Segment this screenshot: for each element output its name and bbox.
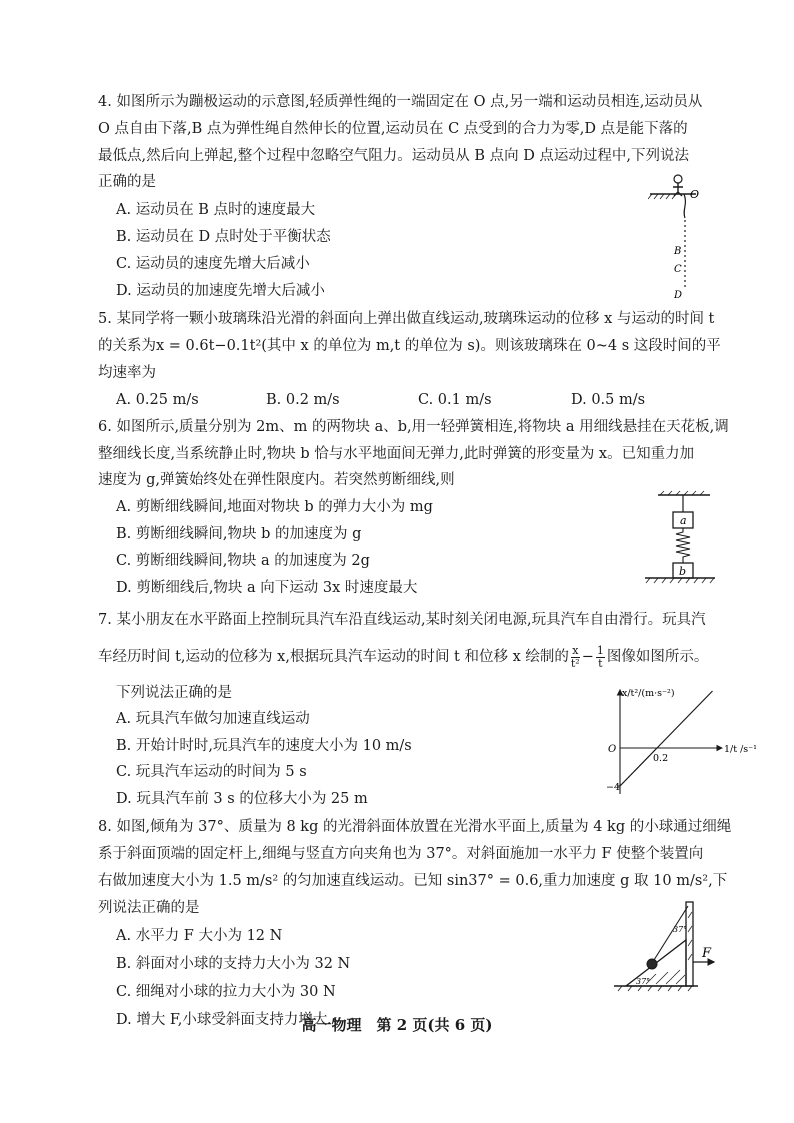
- q8-line2: 系于斜面顶端的固定杆上,细绳与竖直方向夹角也为 37°。对斜面施加一水平力 F 使整个装置向: [98, 846, 704, 862]
- q6-option-d: D. 剪断细线后,物块 a 向下运动 3x 时速度最大: [116, 580, 418, 596]
- q7-option-b: B. 开始计时时,玩具汽车的速度大小为 10 m/s: [116, 738, 412, 754]
- q8-option-b: B. 斜面对小球的支持力大小为 32 N: [116, 956, 351, 972]
- q5-option-c: C. 0.1 m/s: [418, 392, 492, 408]
- one-over-t-fraction: $\frac{1}{t}$: [596, 643, 604, 670]
- q7-line2-end: 图像如图所示。: [606, 649, 709, 665]
- q7-line3: 下列说法正确的是: [116, 685, 232, 701]
- q4-line4: 正确的是: [98, 174, 156, 190]
- q6-option-a: A. 剪断细线瞬间,地面对物块 b 的弹力大小为 mg: [116, 499, 433, 515]
- q8-line4: 列说法正确的是: [98, 900, 200, 916]
- q6-line3: 速度为 g,弹簧始终处在弹性限度内。若突然剪断细线,则: [98, 472, 455, 488]
- q8-option-d: D. 增大 F,小球受斜面支持力增大: [116, 1012, 328, 1028]
- q5-option-b: B. 0.2 m/s: [266, 392, 340, 408]
- x-tick-label: 0.2: [653, 753, 669, 764]
- force-label: F: [702, 946, 712, 961]
- q4-line3: 最低点,然后向上弹起,整个过程中忽略空气阻力。运动员从 B 点向 D 点运动过程中,下列说法: [98, 148, 690, 164]
- point-b-label: B: [674, 246, 682, 257]
- x-axis-label: 1/t /s⁻¹: [724, 744, 757, 755]
- q7-line2: [98, 642, 708, 672]
- q6-line1: 6. 如图所示,质量分别为 2m、m 的两物块 a、b,用一轻弹簧相连,将物块 a 用细线悬挂在天花板,调: [98, 419, 729, 435]
- q5-line1: 5. 某同学将一颗小玻璃珠沿光滑的斜面向上弹出做直线运动,玻璃珠运动的位移 x 与运动的时间 t: [98, 311, 715, 327]
- spring-blocks-figure: [640, 490, 720, 590]
- bungee-figure: [648, 170, 708, 305]
- q7-option-a: A. 玩具汽车做匀加速直线运动: [116, 711, 310, 727]
- q4-option-b: B. 运动员在 D 点时处于平衡状态: [116, 229, 331, 245]
- x-over-t2-fraction: $\frac{x}{\text{t²}}$: [570, 643, 580, 670]
- q8-line3: 右做加速度大小为 1.5 m/s² 的匀加速直线运动。已知 sin37° = 0.6,重力加速度 g 取 10 m/s²,下: [98, 873, 728, 889]
- q6-line2: 整细线长度,当系统静止时,物块 b 恰与水平地面间无弹力,此时弹簧的形变量为 x。已知重力加: [98, 446, 695, 462]
- series-line: [620, 691, 713, 786]
- q7-option-c: C. 玩具汽车运动的时间为 5 s: [116, 764, 307, 780]
- q5-line3: 均速率为: [98, 365, 156, 381]
- q4-option-a: A. 运动员在 B 点时的速度最大: [116, 202, 316, 218]
- q6-option-b: B. 剪断细线瞬间,物块 b 的加速度为 g: [116, 526, 362, 542]
- q6-option-c: C. 剪断细线瞬间,物块 a 的加速度为 2g: [116, 553, 370, 569]
- q4-option-c: C. 运动员的速度先增大后减小: [116, 256, 310, 272]
- q8-line1: 8. 如图,倾角为 37°、质量为 8 kg 的光滑斜面体放置在光滑水平面上,质量为 4 kg 的小球通过细绳: [98, 819, 732, 835]
- q4-line1: 4. 如图所示为蹦极运动的示意图,轻质弹性绳的一端固定在 O 点,另一端和运动员相连,运动员从: [98, 94, 703, 110]
- fraction-dash: −: [581, 649, 594, 665]
- ball: [647, 959, 657, 969]
- q7-line1: 7. 某小朋友在水平路面上控制玩具汽车沿直线运动,某时刻关闭电源,玩具汽车自由滑行。玩具汽: [98, 612, 706, 628]
- page-footer: 高一物理 第 2 页(共 6 页): [301, 1016, 493, 1034]
- angle-top-label: 37°: [673, 925, 688, 934]
- incline-ball-figure: [612, 898, 732, 993]
- block-b-label: b: [679, 565, 687, 578]
- q8-option-c: C. 细绳对小球的拉力大小为 30 N: [116, 984, 336, 1000]
- x-over-t2-vs-1-over-t-graph: [590, 684, 775, 799]
- point-o-label: O: [690, 188, 700, 201]
- point-d-label: D: [674, 290, 683, 301]
- q5-option-a: A. 0.25 m/s: [116, 392, 199, 408]
- y-tick-label: −4: [606, 782, 621, 793]
- spring: [676, 528, 690, 563]
- q7-line2-text: 车经历时间 t,运动的位移为 x,根据玩具汽车运动的时间 t 和位移 x 绘制的: [98, 649, 569, 665]
- q7-option-d: D. 玩具汽车前 3 s 的位移大小为 25 m: [116, 791, 368, 807]
- q8-option-a: A. 水平力 F 大小为 12 N: [116, 928, 283, 944]
- q5-line2: 的关系为x = 0.6t−0.1t²(其中 x 的单位为 m,t 的单位为 s)。则该玻璃珠在 0~4 s 这段时间的平: [98, 338, 721, 354]
- block-a-label: a: [680, 514, 687, 527]
- point-c-label: C: [674, 264, 682, 275]
- origin-label: O: [608, 744, 617, 755]
- q5-option-d: D. 0.5 m/s: [571, 392, 646, 408]
- q4-option-d: D. 运动员的加速度先增大后减小: [116, 283, 325, 299]
- q4-line2: O 点自由下落,B 点为弹性绳自然伸长的位置,运动员在 C 点受到的合力为零,D 点是能下落的: [98, 121, 688, 137]
- y-axis-label: x/t²/(m·s⁻²): [622, 688, 675, 699]
- angle-bottom-label: 37°: [636, 977, 651, 986]
